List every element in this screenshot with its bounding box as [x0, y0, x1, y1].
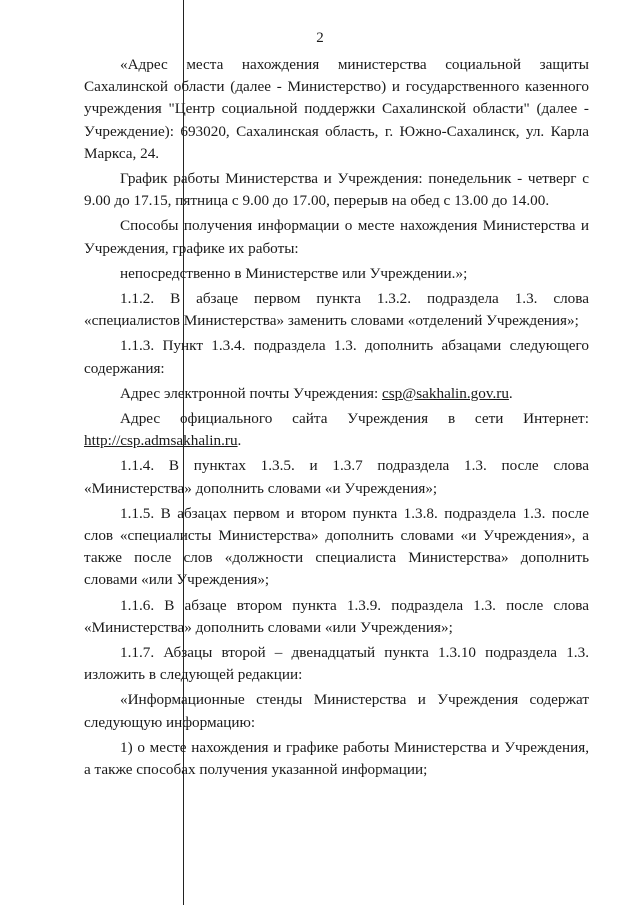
document-body: [84, 54, 589, 781]
email-label: Адрес электронной почты Учреждения:: [120, 384, 383, 402]
paragraph-info-stands: «Информационные стенды Министерства и Учреждения содержат следующую информацию:: [84, 691, 589, 731]
website-words-line: [84, 408, 589, 430]
website-word: Адрес: [120, 410, 161, 428]
website-word: Учреждения: [347, 410, 429, 428]
paragraph-1-1-6: 1.1.6. В абзаце втором пункта 1.3.9. подраздела 1.3. после слова «Министерства» дополнить словами «или Учреждения»;: [84, 596, 589, 636]
website-word: официального: [179, 410, 273, 428]
paragraph-schedule: График работы Министерства и Учреждения: понедельник - четверг с 9.00 до 17.15, пятница с 9.00 до 17.00, перерыв на обед с 13.00 до 14.00.: [84, 170, 589, 210]
page-number: 2: [316, 30, 324, 46]
paragraph-1-1-7: 1.1.7. Абзацы второй – двенадцатый пункта 1.3.10 подраздела 1.3. изложить в следующей редакции:: [84, 644, 589, 684]
paragraph-1-1-3: 1.1.3. Пункт 1.3.4. подраздела 1.3. дополнить абзацами следующего содержания:: [84, 337, 589, 377]
email-link[interactable]: csp@sakhalin.gov.ru: [382, 384, 509, 402]
paragraph-info-methods: Способы получения информации о месте нахождения Министерства и Учреждения, графике их работы:: [84, 217, 589, 257]
website-word: сети: [474, 410, 504, 428]
paragraph-1-1-4: 1.1.4. В пунктах 1.3.5. и 1.3.7 подраздела 1.3. после слова «Министерства» дополнить словами «и Учреждения»;: [84, 457, 589, 497]
paragraph-email: [84, 383, 589, 405]
website-word: Интернет:: [523, 410, 589, 428]
paragraph-address: «Адрес места нахождения министерства социальной защиты Сахалинской области (далее - Министерство) и государственного казенного учреждения "Центр социальной поддержки Сахалинской области" (далее - Учреждение): 693020, Сахалинская область, г. Южно-Сахалинск, ул. Карла Маркса, 24.: [84, 56, 589, 162]
website-suffix: .: [237, 432, 242, 450]
website-word: сайта: [292, 410, 328, 428]
paragraph-website: [84, 408, 589, 452]
paragraph-1-1-5: 1.1.5. В абзацах первом и втором пункта 1.3.8. подраздела 1.3. после слов «специалисты Министерства» дополнить словами «и Учреждения», а также после слов «должности специалиста Министерства» дополнить словами «или Учреждения»;: [84, 504, 589, 589]
website-url-line: [84, 430, 589, 452]
email-suffix: .: [508, 384, 513, 402]
paragraph-item-1: 1) о месте нахождения и графике работы Министерства и Учреждения, а также способах получения указанной информации;: [84, 738, 589, 779]
website-link[interactable]: http://csp.admsakhalin.ru: [84, 432, 238, 450]
website-word: в: [447, 410, 456, 428]
paragraph-directly: непосредственно в Министерстве или Учреждении.»;: [120, 264, 468, 282]
paragraph-1-1-2: 1.1.2. В абзаце первом пункта 1.3.2. подраздела 1.3. слова «специалистов Министерства» заменить словами «отделений Учреждения»;: [84, 290, 589, 330]
